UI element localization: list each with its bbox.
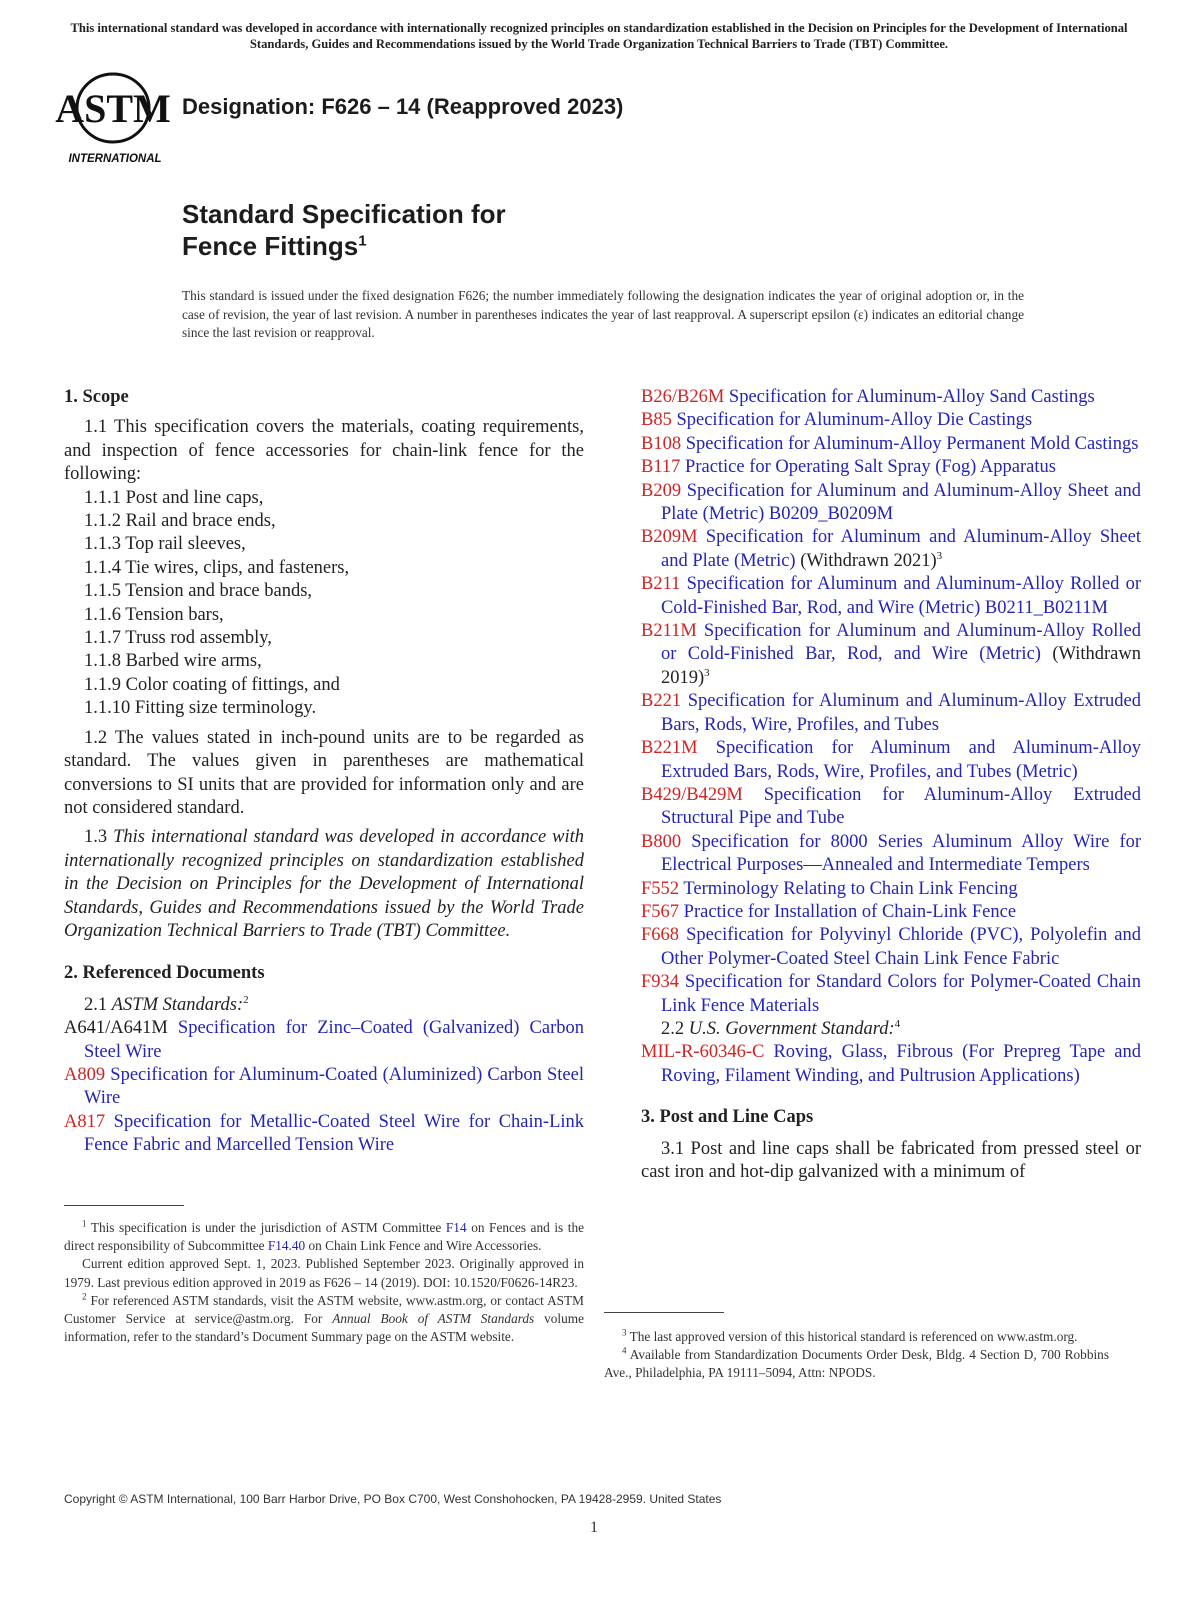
- footnote-3-mark: 3: [622, 1327, 627, 1338]
- reference-code-link[interactable]: B211M: [641, 621, 697, 642]
- scope-item: 1.1.7 Truss rod assembly,: [84, 628, 272, 649]
- scope-item: 1.1.6 Tension bars,: [84, 604, 224, 625]
- reference-code-link[interactable]: B221: [641, 691, 682, 712]
- reference-code-link[interactable]: F934: [641, 972, 680, 993]
- footnotes-left: [64, 1219, 584, 1346]
- scope-item: 1.1.9 Color coating of fittings, and: [84, 674, 340, 695]
- reference-title-link[interactable]: Specification for Metallic-Coated Steel Wire for Chain-Link Fence Fabric and Marcelled Tension Wire: [84, 1111, 585, 1156]
- reference-title-link[interactable]: Specification for 8000 Series Aluminum Alloy Wire for Electrical Purposes—Annealed and Intermediate Tempers: [661, 831, 1142, 876]
- reference-entry: [641, 971, 1141, 1018]
- astm-logo: [55, 70, 171, 166]
- subsection-2-2-number: 2.2: [661, 1018, 685, 1039]
- reference-code: A641/A641M: [64, 1018, 168, 1039]
- reference-title-link[interactable]: Specification for Aluminum and Aluminum-Alloy Sheet and Plate (Metric) B0209_B0209M: [661, 480, 1142, 525]
- footnote-2-text-a: For referenced ASTM standards, visit the ASTM website, www.astm.org, or contact ASTM Customer Service at service@astm.org. For: [64, 1292, 585, 1327]
- designation: Designation: F626 – 14 (Reapproved 2023): [182, 94, 624, 119]
- reference-entry: [641, 433, 1141, 456]
- right-reference-list: [641, 386, 1141, 1018]
- referenced-heading: 2. Referenced Documents: [64, 963, 265, 984]
- reference-entry: [641, 878, 1141, 901]
- title-footnote-mark: 1: [358, 232, 367, 250]
- footnote-ref: 3: [704, 666, 710, 679]
- subcommittee-link[interactable]: F14.40: [267, 1238, 306, 1254]
- scope-item: 1.1.2 Rail and brace ends,: [84, 511, 276, 532]
- footnote-2: [64, 1292, 584, 1347]
- footnote-1-text-a: This specification is under the jurisdiction of ASTM Committee: [90, 1220, 442, 1235]
- footnote-3-text: The last approved version of this historical standard is referenced on www.astm.org.: [629, 1329, 1078, 1344]
- footnote-divider: [604, 1312, 724, 1313]
- reference-title-link[interactable]: Specification for Aluminum-Alloy Permanent Mold Castings: [685, 433, 1139, 454]
- left-column: [64, 386, 584, 1158]
- para-1-3-number: 1.3: [84, 827, 108, 848]
- scope-item: 1.1.5 Tension and brace bands,: [84, 581, 313, 602]
- reference-title-link[interactable]: Specification for Aluminum and Aluminum-Alloy Extruded Bars, Rods, Wire, Profiles, and Tubes (Metric): [661, 738, 1141, 782]
- right-column: [641, 386, 1141, 1184]
- reference-code-link[interactable]: F552: [641, 878, 680, 899]
- reference-code-link[interactable]: B221M: [641, 738, 698, 759]
- page-title: [182, 198, 506, 262]
- reference-code-link[interactable]: F668: [641, 925, 680, 946]
- scope-item: 1.1.4 Tie wires, clips, and fasteners,: [84, 557, 350, 578]
- scope-item: 1.1.1 Post and line caps,: [84, 487, 264, 508]
- para-1-2: 1.2 The values stated in inch-pound units are to be regarded as standard. The values given in parentheses are mathematical conversions to SI units that are provided for information only and are not considered standard.: [64, 727, 584, 818]
- logo-subtext: INTERNATIONAL: [68, 153, 162, 165]
- footnote-1-text-b: on Fences and is the direct responsibility of Subcommittee: [64, 1220, 585, 1254]
- reference-entry: [641, 526, 1141, 573]
- astm-logo-graphic: [55, 70, 171, 166]
- reference-code-link[interactable]: A817: [64, 1111, 106, 1132]
- copyright: Copyright © ASTM International, 100 Barr Harbor Drive, PO Box C700, West Conshohocken, PA 19428-2959. United States: [64, 1492, 722, 1506]
- reference-code-link[interactable]: B85: [641, 410, 672, 431]
- para-1-3: [64, 826, 584, 943]
- reference-code-link[interactable]: A809: [64, 1064, 106, 1085]
- reference-title-link[interactable]: Specification for Aluminum and Aluminum-Alloy Rolled or Cold-Finished Bar, Rod, and Wire (Metric) B0211_B0211M: [661, 574, 1142, 618]
- scope-item: 1.1.3 Top rail sleeves,: [84, 534, 246, 555]
- subsection-2-1-number: 2.1: [84, 994, 108, 1015]
- reference-entry: [641, 924, 1141, 971]
- committee-link[interactable]: F14: [445, 1220, 467, 1235]
- reference-title-link[interactable]: Specification for Zinc–Coated (Galvanized) Carbon Steel Wire: [84, 1018, 585, 1062]
- footnotes-right: [604, 1328, 1109, 1383]
- reference-title-link[interactable]: Specification for Aluminum and Aluminum-Alloy Extruded Bars, Rods, Wire, Profiles, and Tubes: [661, 691, 1142, 735]
- edition-note: Current edition approved Sept. 1, 2023. Published September 2023. Originally approved in 1979. Last previous edition approved in 2019 as F626 – 14 (2019). DOI: 10.1520/F0626-14R23.: [64, 1256, 584, 1290]
- para-1-1: 1.1 This specification covers the materials, coating requirements, and inspection of fence accessories for chain-link fence for the following:: [64, 417, 584, 485]
- footnote-3: [604, 1328, 1109, 1346]
- reference-title-link[interactable]: Practice for Installation of Chain-Link Fence: [683, 901, 1017, 922]
- reference-code-link[interactable]: B108: [641, 433, 682, 454]
- subsection-2-2-label: U.S. Government Standard:: [688, 1018, 895, 1039]
- reference-code-link[interactable]: B800: [641, 831, 682, 852]
- scope-item: 1.1.8 Barbed wire arms,: [84, 651, 262, 672]
- subsection-2-2: [641, 1018, 1141, 1041]
- reference-code-link[interactable]: B209: [641, 480, 682, 501]
- reference-entry: [641, 573, 1141, 620]
- footnote-4-mark: 4: [622, 1345, 627, 1356]
- footnote-4: [604, 1346, 1109, 1382]
- reference-title-link[interactable]: Specification for Aluminum and Aluminum-Alloy Sheet and Plate (Metric): [661, 527, 1141, 571]
- footnote-2-mark: 2: [82, 1291, 87, 1302]
- reference-title-link[interactable]: Specification for Aluminum-Alloy Sand Castings: [728, 387, 1095, 407]
- reference-title-link[interactable]: Specification for Aluminum-Coated (Aluminized) Carbon Steel Wire: [84, 1064, 584, 1109]
- reference-entry: [64, 1111, 584, 1158]
- reference-entry: [641, 1041, 1141, 1088]
- reference-entry: [641, 737, 1141, 784]
- reference-entry: [64, 1064, 584, 1111]
- footnote-ref: 2: [243, 993, 249, 1006]
- para-3-1: 3.1 Post and line caps shall be fabricated from pressed steel or cast iron and hot-dip galvanized with a minimum of: [641, 1138, 1141, 1182]
- reference-title-link[interactable]: Specification for Aluminum and Aluminum-Alloy Rolled or Cold-Finished Bar, Rod, and Wire (Metric): [661, 621, 1141, 665]
- footnote-ref: 4: [894, 1017, 901, 1030]
- reference-entry: [641, 386, 1141, 409]
- reference-entry: [641, 901, 1141, 924]
- subsection-2-1-label: ASTM Standards:: [111, 994, 244, 1015]
- reference-title-link[interactable]: Specification for Standard Colors for Polymer-Coated Chain Link Fence Materials: [661, 972, 1142, 1016]
- footnote-ref: 3: [936, 549, 943, 562]
- reference-entry: [641, 456, 1141, 479]
- title-line-1: Standard Specification for: [182, 199, 506, 229]
- footnote-divider: [64, 1205, 184, 1206]
- reference-entry: [641, 409, 1141, 432]
- reference-title-link[interactable]: Specification for Polyvinyl Chloride (PVC), Polyolefin and Other Polymer-Coated Steel Chain Link Fence Fabric: [661, 925, 1142, 969]
- issue-note: This standard is issued under the fixed designation F626; the number immediately following the designation indicates the year of original adoption or, in the case of revision, the year of last revision. A number in parentheses indicates the year of last reapproval. A superscript epsilon (ε) indicates an editorial change since the last revision or reapproval.: [182, 288, 1024, 341]
- reference-code-link[interactable]: B26/B26M: [641, 387, 725, 407]
- scope-items: [64, 487, 584, 721]
- reference-entry: [641, 690, 1141, 737]
- title-line-2: Fence Fittings: [182, 231, 359, 261]
- reference-title-link[interactable]: Terminology Relating to Chain Link Fencing: [683, 878, 1018, 899]
- footnote-4-text: Available from Standardization Documents Order Desk, Bldg. 4 Section D, 700 Robbins Ave., Philadelphia, PA 19111–5094, Attn: NPODS.: [604, 1347, 1109, 1381]
- withdrawn-note: (Withdrawn 2021): [800, 550, 937, 571]
- reference-code-link[interactable]: B209M: [641, 527, 698, 548]
- footnote-2-text-b: volume information, refer to the standard’s Document Summary page on the ASTM website.: [64, 1311, 585, 1345]
- caps-heading: 3. Post and Line Caps: [641, 1107, 814, 1128]
- reference-title-link[interactable]: Specification for Aluminum-Alloy Die Castings: [676, 410, 1033, 431]
- footnote-1-text-c: on Chain Link Fence and Wire Accessories.: [308, 1238, 542, 1254]
- footnote-2-italic: Annual Book of ASTM Standards: [332, 1311, 535, 1327]
- reference-title-link[interactable]: Roving, Glass, Fibrous (For Prepreg Tape and Roving, Filament Winding, and Pultrusion Applications): [661, 1042, 1141, 1086]
- logo-lettering: ASTM: [55, 86, 171, 131]
- top-notice: This international standard was developed in accordance with internationally recognized principles on standardization established in the Decision on Principles for the Development of International Standards, Guides and Recommendations issued by the World Trade Organization Technical Barriers to Trade (TBT) Committee.: [70, 21, 1128, 51]
- subsection-2-1: [64, 994, 584, 1017]
- reference-entry: [641, 620, 1141, 690]
- reference-title-link[interactable]: Specification for Aluminum-Alloy Extruded Structural Pipe and Tube: [661, 784, 1142, 829]
- withdrawn-note: (Withdrawn 2019): [661, 644, 1142, 688]
- footnote-1: [64, 1219, 584, 1255]
- reference-code-link[interactable]: MIL-R-60346-C: [641, 1042, 765, 1063]
- scope-item: 1.1.10 Fitting size terminology.: [84, 698, 317, 719]
- reference-title-link[interactable]: Practice for Operating Salt Spray (Fog) Apparatus: [685, 457, 1056, 478]
- reference-entry: [641, 480, 1141, 527]
- footnote-1-mark: 1: [82, 1218, 87, 1229]
- para-1-3-text: This international standard was developed in accordance with internationally recognized principles on standardization established in the Decision on Principles for the Development of International Standards, Guides and Recommendations issued by the World Trade Organization Technical Barriers to Trade (TBT) Committee.: [64, 827, 585, 941]
- reference-code-link[interactable]: B117: [641, 457, 681, 478]
- reference-entry: [641, 831, 1141, 878]
- reference-code-link[interactable]: B429/B429M: [641, 784, 743, 805]
- reference-entry: [64, 1017, 584, 1064]
- page-number: 1: [590, 1519, 598, 1536]
- reference-code-link[interactable]: B211: [641, 574, 681, 595]
- reference-entry: [641, 784, 1141, 831]
- reference-code-link[interactable]: F567: [641, 901, 680, 922]
- scope-heading: 1. Scope: [64, 387, 129, 407]
